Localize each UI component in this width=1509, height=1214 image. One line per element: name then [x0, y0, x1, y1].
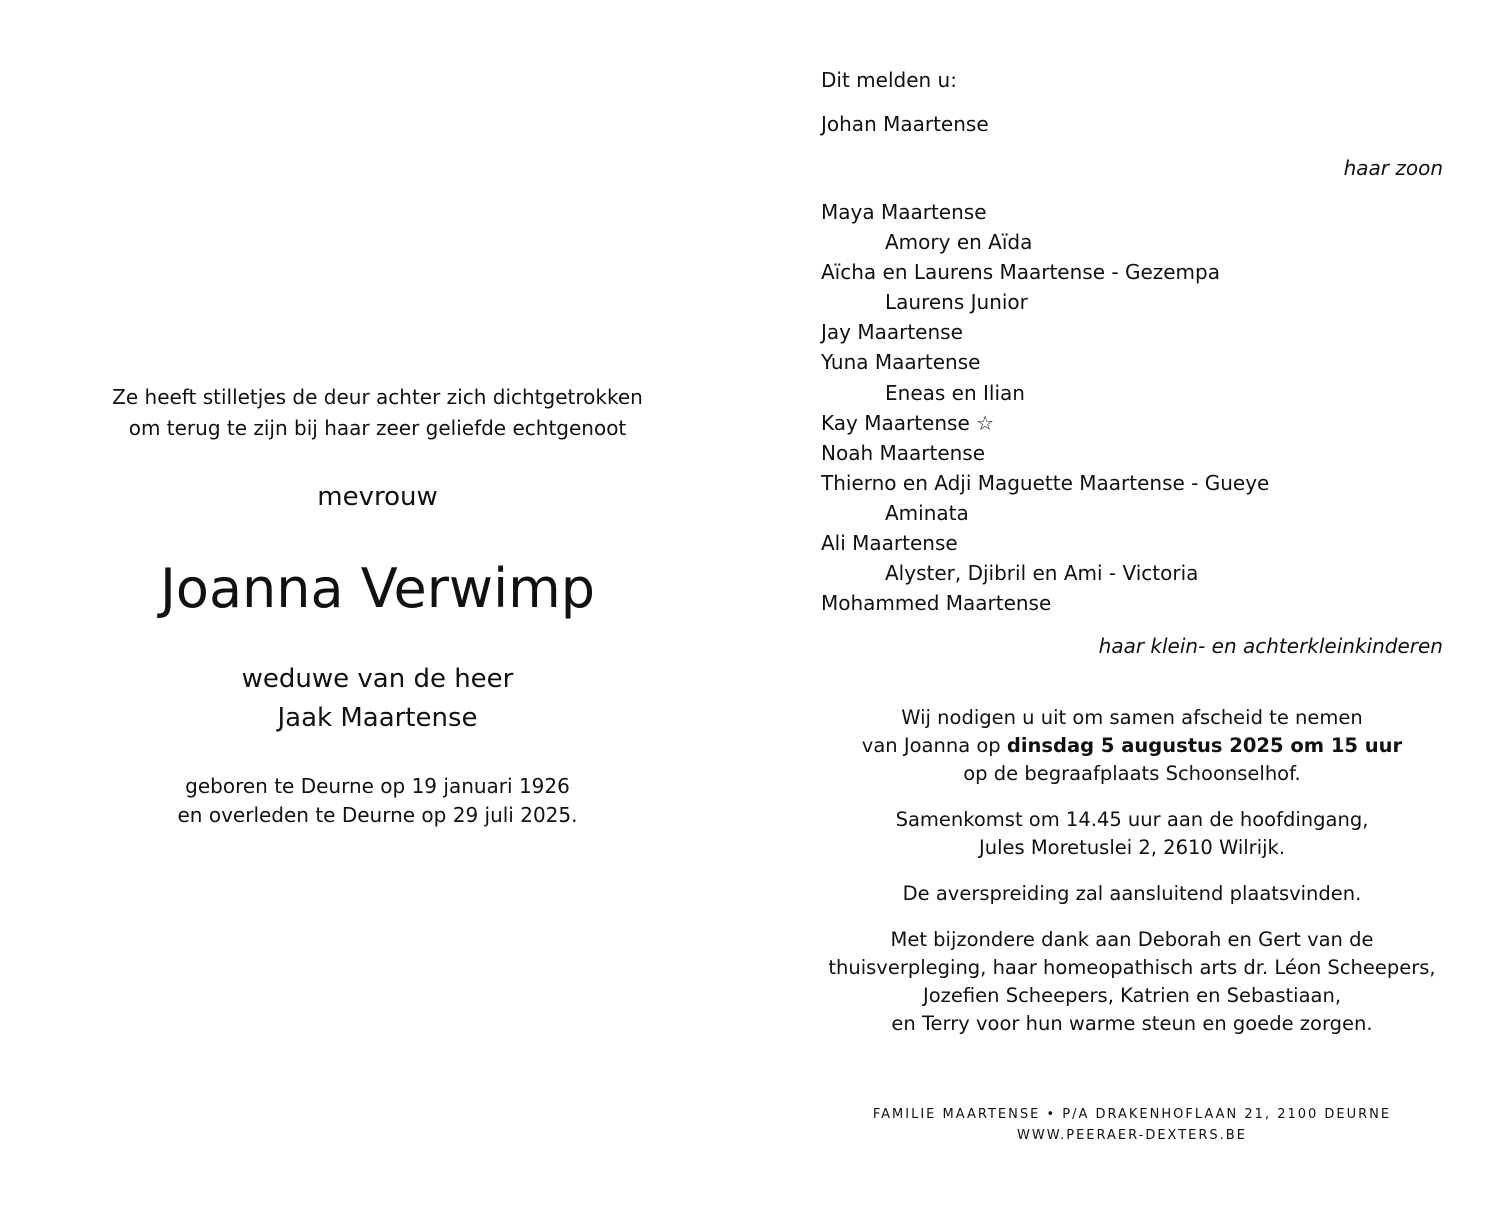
thanks-paragraph	[821, 926, 1443, 1038]
scattering-line: De averspreiding zal aansluitend plaatsvinden.	[902, 882, 1362, 905]
grandchild-item: Aïcha en Laurens Maartense - Gezempa	[821, 260, 1220, 285]
announcement-heading: Dit melden u:	[821, 68, 957, 92]
grandchild-item: Yuna Maartense	[821, 350, 981, 375]
great-grandchildren-item: Aminata	[885, 500, 969, 525]
grandchildren-relation: haar klein- en achterkleinkinderen	[1098, 634, 1443, 658]
widow-line-2: Jaak Maartense	[277, 703, 478, 733]
meeting-line-1: Samenkomst om 14.45 uur aan de hoofdingang,	[895, 808, 1369, 831]
life-dates	[0, 772, 755, 830]
invitation-line-2-pre: van Joanna op	[861, 734, 1007, 757]
son-name: Johan Maartense	[821, 112, 989, 136]
thanks-line-3: Jozefien Scheepers, Katrien en Sebastiaan,	[922, 984, 1342, 1007]
right-page	[755, 0, 1509, 1214]
grandchild-item: Noah Maartense	[821, 440, 986, 465]
intro-line-1: Ze heeft stilletjes de deur achter zich dichtgetrokken	[112, 385, 643, 409]
great-grandchildren-item: Eneas en Ilian	[885, 380, 1025, 405]
great-grandchildren-item: Laurens Junior	[885, 290, 1028, 315]
great-grandchildren-item: Amory en Aïda	[885, 230, 1033, 255]
grandchild-item: Kay Maartense ☆	[821, 410, 995, 435]
meeting-line-2: Jules Moretuslei 2, 2610 Wilrijk.	[978, 836, 1286, 859]
son-relation: haar zoon	[1343, 156, 1443, 180]
grandchild-item: Mohammed Maartense	[821, 591, 1052, 616]
thanks-line-4: en Terry voor hun warme steun en goede zorgen.	[891, 1012, 1373, 1035]
widow-of	[0, 660, 755, 738]
grandchild-item: Maya Maartense	[821, 200, 987, 224]
intro-line-2: om terug te zijn bij haar zeer geliefde echtgenoot	[128, 416, 627, 440]
invitation-line-3: op de begraafplaats Schoonselhof.	[963, 762, 1301, 785]
website: WWW.PEERAER-DEXTERS.BE	[1017, 1128, 1247, 1143]
invitation-paragraph	[821, 704, 1443, 788]
meeting-paragraph	[821, 806, 1443, 862]
death-line: en overleden te Deurne op 29 juli 2025.	[177, 803, 578, 827]
intro-text	[0, 382, 755, 444]
grandchild-item: Thierno en Adji Maguette Maartense - Gueye	[821, 470, 1270, 495]
widow-line-1: weduwe van de heer	[241, 664, 514, 694]
thanks-line-1: Met bijzondere dank aan Deborah en Gert van de	[890, 928, 1374, 951]
ceremony-datetime: dinsdag 5 augustus 2025 om 15 uur	[1006, 734, 1403, 757]
grandchild-item: Ali Maartense	[821, 531, 958, 556]
invitation-block	[821, 704, 1443, 1056]
birth-line: geboren te Deurne op 19 januari 1926	[185, 774, 570, 798]
scattering-paragraph	[821, 880, 1443, 908]
honorific: mevrouw	[317, 482, 438, 512]
footer	[821, 1104, 1443, 1146]
invitation-line-1: Wij nodigen u uit om samen afscheid te nemen	[901, 706, 1363, 729]
deceased-name: Joanna Verwimp	[160, 557, 595, 620]
thanks-line-2: thuisverpleging, haar homeopathisch arts dr. Léon Scheepers,	[828, 956, 1436, 979]
grandchild-item: Jay Maartense	[821, 320, 963, 345]
great-grandchildren-item: Alyster, Djibril en Ami - Victoria	[885, 561, 1199, 586]
family-address: FAMILIE MAARTENSE • P/A DRAKENHOFLAAN 21, 2100 DEURNE	[872, 1107, 1392, 1122]
grandchildren-list	[821, 197, 1443, 618]
